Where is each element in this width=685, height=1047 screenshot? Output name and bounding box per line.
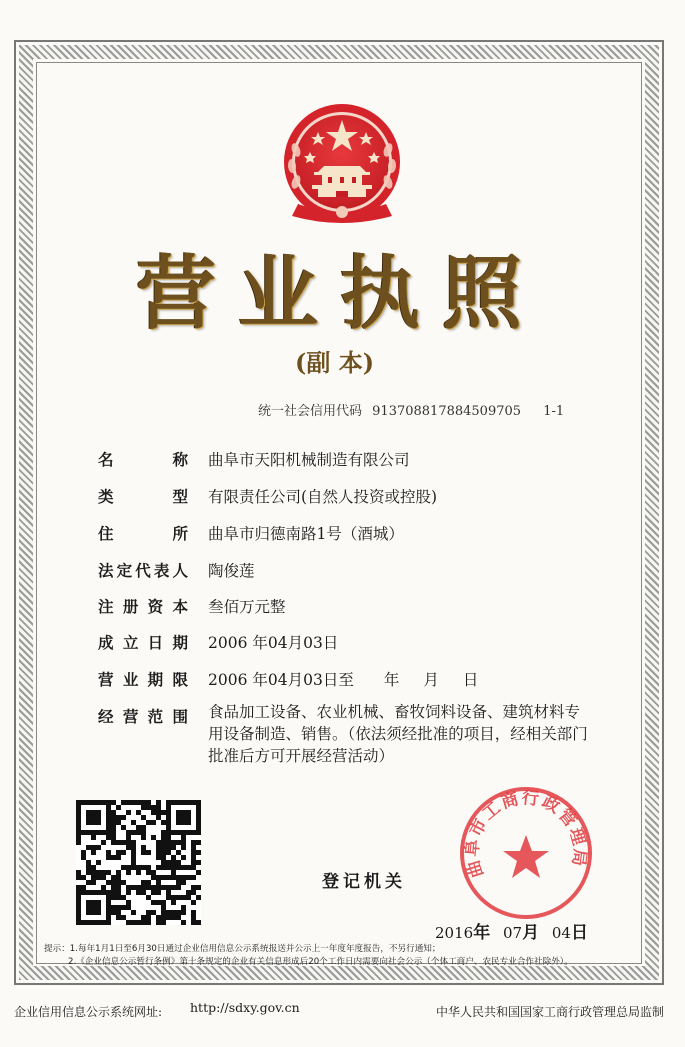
notice-line-1: 提示：1.每年1月1日至6月30日通过企业信用信息公示系统报送并公示上一年度年度报告，不另行通知； [44, 944, 441, 954]
footer-system-label: 企业信用信息公示系统网址: [14, 1005, 163, 1019]
field-label-established: 成立日期 [98, 633, 188, 652]
term-day: 日 [462, 671, 479, 689]
credit-code-suffix: 1-1 [543, 404, 565, 419]
field-value-term [208, 668, 478, 690]
credit-code-label: 统一社会信用代码 [258, 404, 363, 419]
issue-year-char: 年 [473, 923, 491, 943]
credit-code-row [258, 400, 570, 419]
field-value-type: 有限责任公司(自然人投资或控股) [208, 488, 438, 506]
field-value-name: 曲阜市天阳机械制造有限公司 [208, 451, 410, 469]
field-label-legal-rep: 法定代表人 [98, 561, 188, 580]
field-label-term: 营业期限 [98, 670, 188, 689]
field-label-address: 住 所 [98, 524, 188, 543]
field-label-type: 类 型 [98, 487, 188, 506]
term-start: 2006 年04月03日至 [208, 671, 354, 689]
issue-day: 04 [551, 924, 571, 942]
document-title: 营业执照 [136, 246, 544, 340]
term-year: 年 [383, 671, 400, 689]
issue-month-char: 月 [522, 923, 540, 943]
notice-block [44, 943, 644, 969]
field-value-established: 2006 年04月03日 [208, 634, 339, 652]
seal-text: 曲阜市工商行政管理局 [462, 788, 590, 880]
field-value-legal-rep: 陶俊莲 [208, 562, 255, 580]
issuer-label: 登记机关 [322, 872, 406, 892]
term-month: 月 [423, 671, 439, 689]
issue-month: 07 [502, 924, 523, 942]
notice-line-2: 2.《企业信息公示暂行条例》第十条规定的企业有关信息形成后20个工作日内需要向社会公示（个体工商户、农民专业合作社除外）。 [68, 957, 573, 967]
issue-date [435, 918, 588, 943]
field-label-capital: 注册资本 [98, 597, 188, 616]
qr-code-icon [76, 800, 201, 925]
field-value-address: 曲阜市归德南路1号（酒城） [208, 525, 404, 543]
footer-url-link[interactable]: http://sdxy.gov.cn [190, 1000, 300, 1015]
field-label-scope: 经营范围 [98, 707, 188, 726]
field-value-scope: 食品加工设备、农业机械、畜牧饲料设备、建筑材料专用设备制造、销售。（依法须经批准的项目，经相关部门批准后方可开展经营活动） [208, 703, 588, 765]
field-value-capital: 叁佰万元整 [208, 598, 286, 616]
field-label-name: 名 称 [98, 450, 188, 469]
credit-code-value: 913708817884509705 [372, 404, 522, 419]
footer-authority: 中华人民共和国国家工商行政管理总局监制 [436, 1005, 665, 1019]
issue-year: 2016 [435, 924, 474, 942]
document-subtitle: (副 本) [295, 348, 375, 377]
national-emblem-icon [278, 100, 406, 230]
issue-day-char: 日 [570, 923, 588, 943]
official-seal-icon [456, 783, 596, 923]
